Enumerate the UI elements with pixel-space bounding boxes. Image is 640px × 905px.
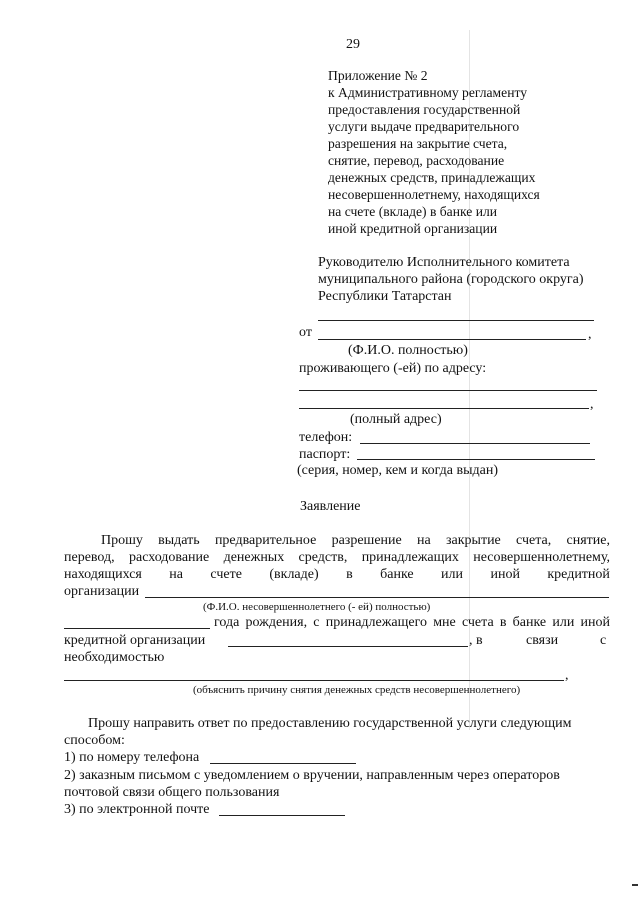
minor-fio-hint: (Ф.И.О. несовершеннолетнего (- ей) полностью)	[203, 601, 431, 613]
phone-field[interactable]	[360, 443, 590, 444]
credit-org-label: кредитной организации	[64, 633, 206, 648]
in-label: , в	[469, 633, 483, 648]
word: иной	[490, 567, 520, 582]
addressee-block	[318, 254, 584, 305]
appendix-line: на счете (вкладе) в банке или	[328, 204, 498, 219]
from-label: от	[299, 325, 312, 340]
word: кредитной	[547, 567, 610, 582]
body-line-justified	[64, 566, 610, 583]
appendix-line: несовершеннолетнему, находящихся	[328, 187, 540, 202]
fio-hint: (Ф.И.О. полностью)	[348, 343, 468, 358]
address-field-line-1[interactable]	[299, 390, 597, 391]
option-email-field[interactable]	[219, 815, 345, 816]
reason-field[interactable]	[64, 680, 564, 681]
appendix-block	[328, 67, 540, 237]
body-line: перевод, расходование денежных средств, принадлежащих несовершеннолетнему,	[64, 550, 610, 565]
passport-label: паспорт:	[299, 447, 351, 462]
passport-field[interactable]	[357, 459, 595, 460]
connection-label: связи	[526, 633, 559, 648]
appendix-line: предоставления государственной	[328, 102, 521, 117]
word: в	[346, 567, 353, 582]
body-line: Прошу выдать предварительное разрешение на закрытие счета, снятие,	[101, 533, 610, 548]
option-phone-label: 1) по номеру телефона	[64, 750, 200, 765]
word: (вкладе)	[269, 567, 319, 582]
document-title: Заявление	[300, 499, 361, 514]
page-number: 29	[346, 37, 360, 52]
addressee-line: Республики Татарстан	[318, 289, 452, 304]
addressee-blank-line[interactable]	[318, 320, 594, 321]
appendix-line: иной кредитной организации	[328, 221, 498, 236]
birth-year-text: года рождения, с принадлежащего мне счета в банке или иной	[214, 615, 610, 630]
necessity-label: необходимостью	[64, 650, 165, 665]
with-label: с	[600, 633, 607, 648]
option-email-label: 3) по электронной почте	[64, 802, 210, 817]
appendix-line: услуги выдаче предварительного	[328, 119, 520, 134]
organization-label: организации	[64, 584, 140, 599]
from-fio-field[interactable]	[318, 339, 586, 340]
residing-label: проживающего (-ей) по адресу:	[299, 361, 487, 376]
body-line: способом:	[64, 733, 125, 748]
word: банке	[380, 567, 414, 582]
address-comma: ,	[590, 397, 594, 412]
phone-label: телефон:	[299, 430, 353, 445]
word: счете	[210, 567, 242, 582]
appendix-line: Приложение № 2	[328, 68, 428, 83]
organization-field[interactable]	[145, 597, 609, 598]
option-phone-field[interactable]	[210, 763, 356, 764]
option-mail-label: 2) заказным письмом с уведомлением о вручении, направленным через операторов	[64, 768, 560, 783]
appendix-line: к Административному регламенту	[328, 85, 528, 100]
address-hint: (полный адрес)	[350, 412, 442, 427]
reason-hint: (объяснить причину снятия денежных средств несовершеннолетнего)	[193, 684, 521, 696]
from-comma: ,	[588, 327, 592, 342]
body-line: Прошу направить ответ по предоставлению государственной услуги следующим	[88, 716, 572, 731]
appendix-line: денежных средств, принадлежащих	[328, 170, 536, 185]
option-mail-label-cont: почтовой связи общего пользования	[64, 785, 280, 800]
address-field-line-2[interactable]	[299, 408, 589, 409]
addressee-line: муниципального района (городского округа)	[318, 272, 584, 287]
reason-comma: ,	[565, 668, 569, 683]
word: находящихся	[64, 567, 142, 582]
scan-edge-mark	[632, 884, 638, 886]
word: на	[169, 567, 183, 582]
passport-hint: (серия, номер, кем и когда выдан)	[297, 463, 498, 478]
credit-org-field[interactable]	[228, 646, 468, 647]
appendix-line: разрешения на закрытие счета,	[328, 136, 508, 151]
birth-year-field[interactable]	[64, 628, 210, 629]
appendix-line: снятие, перевод, расходование	[328, 153, 505, 168]
addressee-line: Руководителю Исполнительного комитета	[318, 255, 570, 270]
word: или	[441, 567, 464, 582]
